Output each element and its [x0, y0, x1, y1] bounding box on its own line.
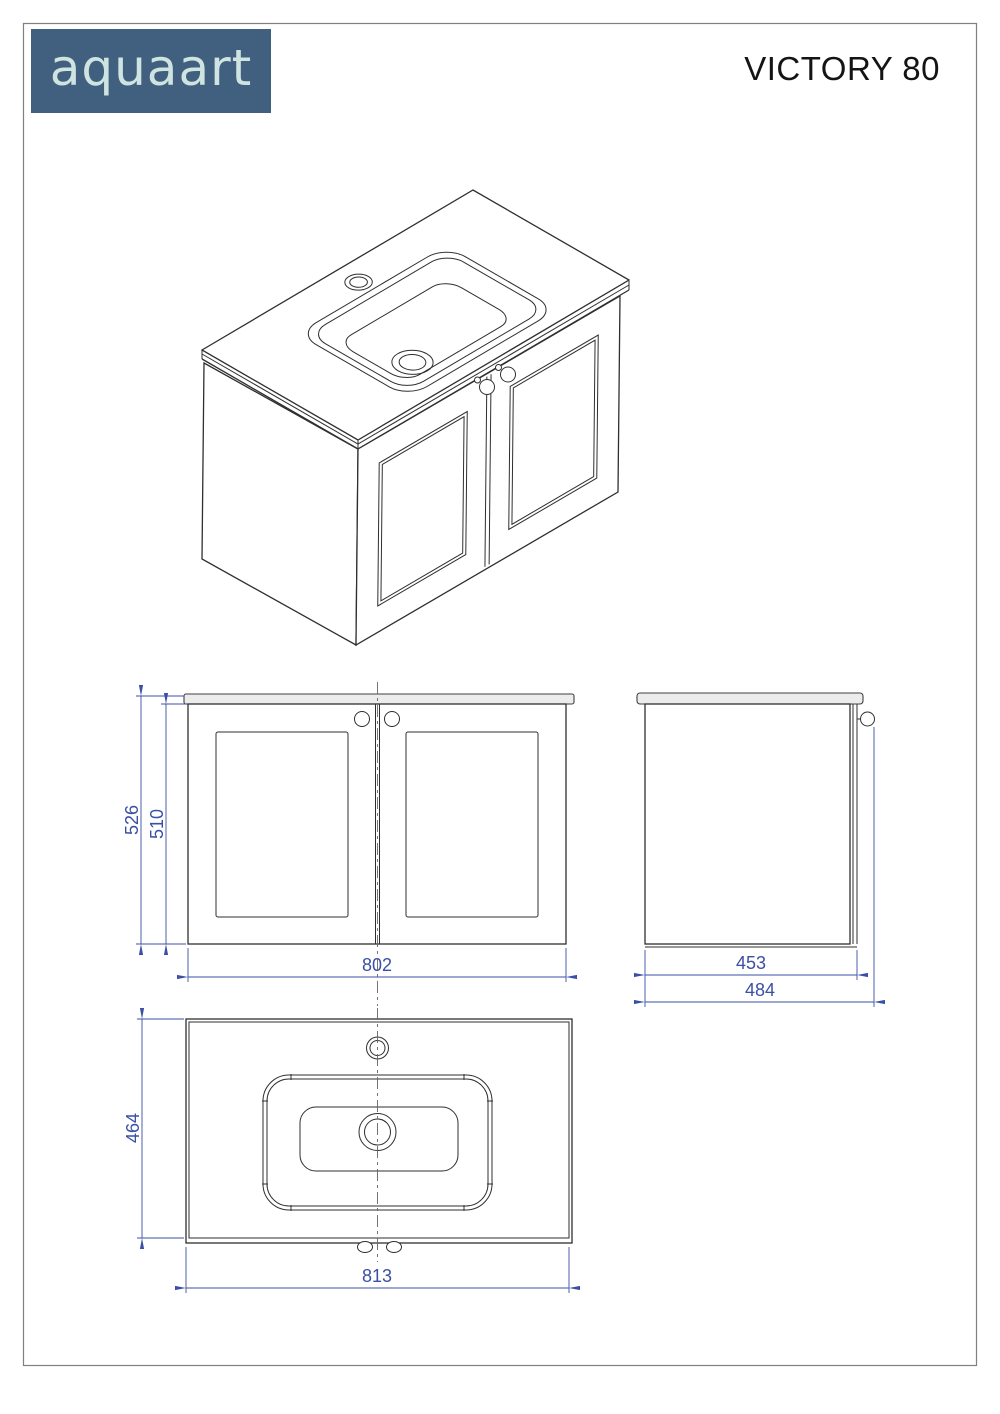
front-countertop-edge [184, 694, 574, 704]
front-view [122, 694, 574, 982]
top-countertop-outer [186, 1019, 572, 1243]
dim-text-side-cabinet-depth: 453 [735, 953, 767, 973]
iso-left-knob [480, 380, 495, 395]
side-knob [861, 712, 875, 726]
side-countertop-edge [637, 693, 863, 704]
dim-text-top-depth: 464 [123, 1112, 143, 1144]
iso-right-knob [501, 367, 516, 382]
iso-right-knob-stem [496, 365, 502, 371]
dim-text-side-total-depth: 484 [744, 980, 776, 1000]
dim-text-front-width: 802 [361, 955, 393, 975]
product-title: VICTORY 80 [744, 50, 940, 87]
isometric-view [202, 190, 629, 645]
top-right-knob [387, 1242, 402, 1253]
side-view [637, 693, 875, 1007]
side-cabinet-outline [645, 704, 850, 944]
top-view [123, 1019, 572, 1293]
dim-text-front-cabinet-height: 510 [147, 808, 167, 840]
dim-text-front-total-height: 526 [122, 804, 142, 836]
front-cabinet-outline [188, 704, 566, 944]
top-left-knob [358, 1242, 373, 1253]
iso-left-knob-stem [475, 377, 481, 383]
dim-text-top-width: 813 [361, 1266, 393, 1286]
brand-logo-text: aquaart [49, 39, 253, 97]
